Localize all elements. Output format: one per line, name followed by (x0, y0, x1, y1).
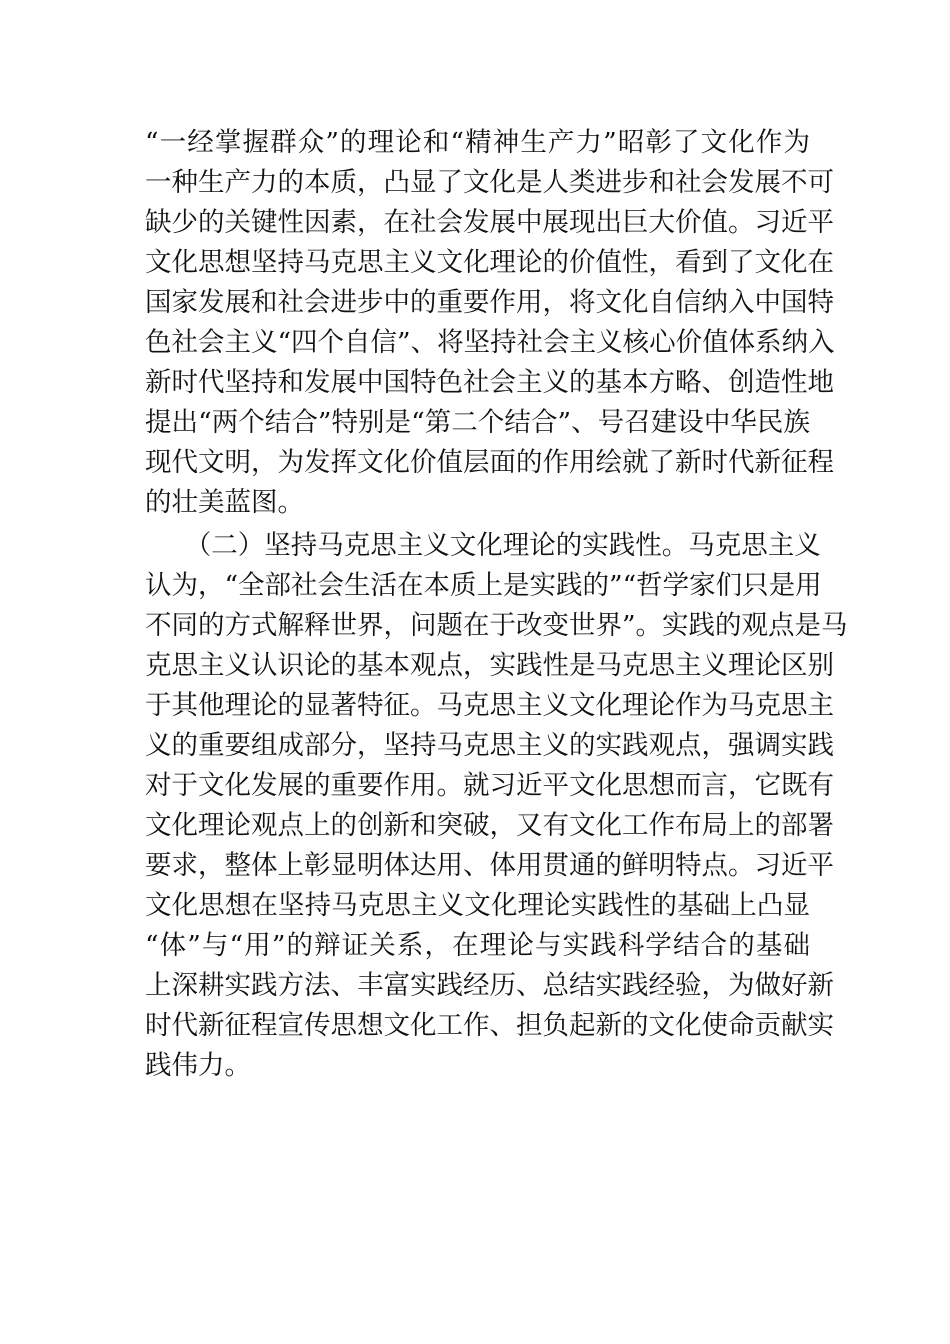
text-line: 要求，整体上彰显明体达用、体用贯通的鲜明特点。习近平 (145, 850, 834, 881)
text-line: 上深耕实践方法、丰富实践经历、总结实践经验，为做好新 (145, 970, 834, 1001)
text-line: 克思主义认识论的基本观点，实践性是马克思主义理论区别 (145, 650, 834, 681)
text-line: 一种生产力的本质，凸显了文化是人类进步和社会发展不可 (145, 167, 834, 198)
text-line: 文化理论观点上的创新和突破，又有文化工作布局上的部署 (145, 810, 834, 841)
body-text (145, 123, 848, 1086)
paragraph-value (145, 123, 835, 523)
text-line: 文化思想在坚持马克思主义文化理论实践性的基础上凸显 (145, 890, 810, 921)
text-line: 国家发展和社会进步中的重要作用，将文化自信纳入中国特 (145, 287, 834, 318)
text-line: 时代新征程宣传思想文化工作、担负起新的文化使命贡献实 (145, 1010, 834, 1041)
text-line: 的壮美蓝图。 (145, 487, 304, 518)
paragraph-practice (145, 526, 848, 1086)
text-line: 文化思想坚持马克思主义文化理论的价值性，看到了文化在 (145, 247, 834, 278)
text-line: 义的重要组成部分，坚持马克思主义的实践观点，强调实践 (145, 730, 834, 761)
text-line: “一经掌握群众”的理论和“精神生产力”昭彰了文化作为 (145, 127, 810, 158)
text-line: 新时代坚持和发展中国特色社会主义的基本方略、创造性地 (145, 367, 834, 398)
text-line: 于其他理论的显著特征。马克思主义文化理论作为马克思主 (145, 690, 834, 721)
text-line: 缺少的关键性因素，在社会发展中展现出巨大价值。习近平 (145, 207, 834, 238)
text-line: 色社会主义“四个自信”、将坚持社会主义核心价值体系纳入 (145, 327, 835, 358)
text-line: 对于文化发展的重要作用。就习近平文化思想而言，它既有 (145, 770, 834, 801)
text-line: “体”与“用”的辩证关系，在理论与实践科学结合的基础 (145, 930, 810, 961)
text-line: 不同的方式解释世界，问题在于改变世界”。实践的观点是马 (145, 610, 848, 641)
text-line: 提出“两个结合”特别是“第二个结合”、号召建设中华民族 (145, 407, 810, 438)
text-line: （二）坚持马克思主义文化理论的实践性。马克思主义 (145, 530, 821, 561)
text-line: 现代文明，为发挥文化价值层面的作用绘就了新时代新征程 (145, 447, 834, 478)
text-line: 践伟力。 (145, 1050, 251, 1081)
text-line: 认为，“全部社会生活在本质上是实践的”“哲学家们只是用 (145, 570, 822, 601)
